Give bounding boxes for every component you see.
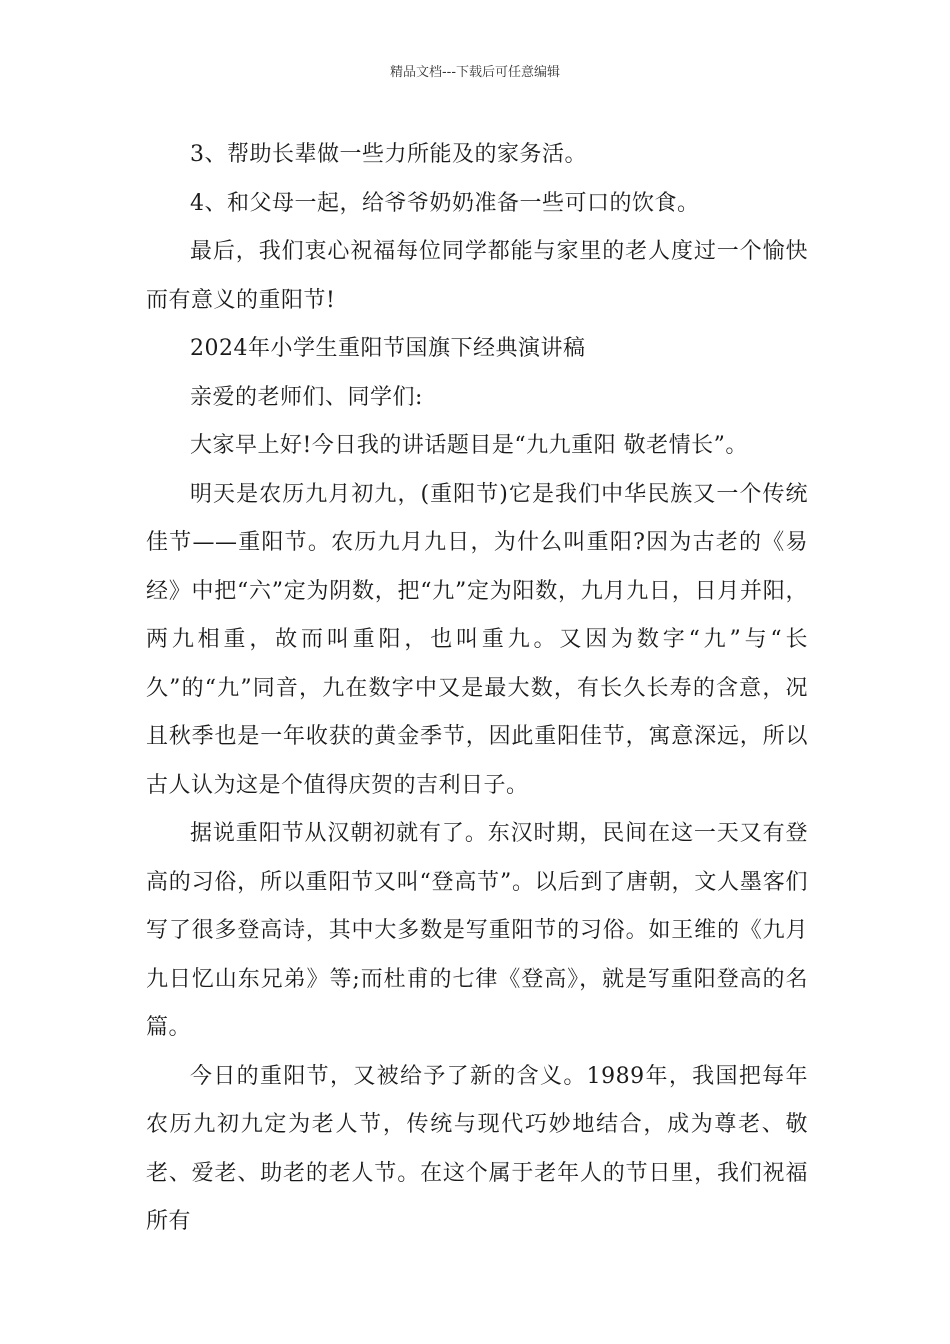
paragraph-new-meaning: 今日的重阳节，又被给予了新的含义。1989年，我国把每年农历九初九定为老人节，传统与现代巧妙地结合，成为尊老、敬老、爱老、助老的老人节。在这个属于老年人的节日里，我们祝福所有	[146, 1063, 808, 1234]
paragraph-climbing-custom: 据说重阳节从汉朝初就有了。东汉时期，民间在这一天又有登高的习俗，所以重阳节又叫“登高节”。以后到了唐朝，文人墨客们写了很多登高诗，其中大多数是写重阳节的习俗。如王维的《九月九日忆山东兄弟》等;而杜甫的七律《登高》，就是写重阳登高的名篇。	[146, 821, 808, 1040]
salutation: 亲爱的老师们、同学们:	[190, 384, 423, 410]
paragraph-festival-origin: 明天是农历九月初九，(重阳节)它是我们中华民族又一个传统佳节——重阳节。农历九月九日，为什么叫重阳?因为古老的《易经》中把“六”定为阴数，把“九”定为阳数，九月九日，日月并阳，两九相重，故而叫重阳，也叫重九。又因为数字“九”与“长久”的“九”同音，九在数字中又是最大数，有长久长寿的含意，况且秋季也是一年收获的黄金季节，因此重阳佳节，寓意深远，所以古人认为这是个值得庆贺的吉利日子。	[146, 481, 808, 798]
page-header: 精品文档---下载后可任意编辑	[389, 65, 561, 80]
document-body	[146, 131, 808, 1247]
section-title: 2024年小学生重阳节国旗下经典演讲稿	[190, 336, 586, 361]
paragraph-household-chores: 3、帮助长辈做一些力所能及的家务活。	[190, 142, 587, 167]
paragraph-greeting: 大家早上好!今日我的讲话题目是“九九重阳 敬老情长”。	[190, 433, 748, 458]
paragraph-closing-wish: 最后，我们衷心祝福每位同学都能与家里的老人度过一个愉快而有意义的重阳节!	[146, 239, 808, 313]
paragraph-prepare-food: 4、和父母一起，给爷爷奶奶准备一些可口的饮食。	[190, 190, 700, 216]
